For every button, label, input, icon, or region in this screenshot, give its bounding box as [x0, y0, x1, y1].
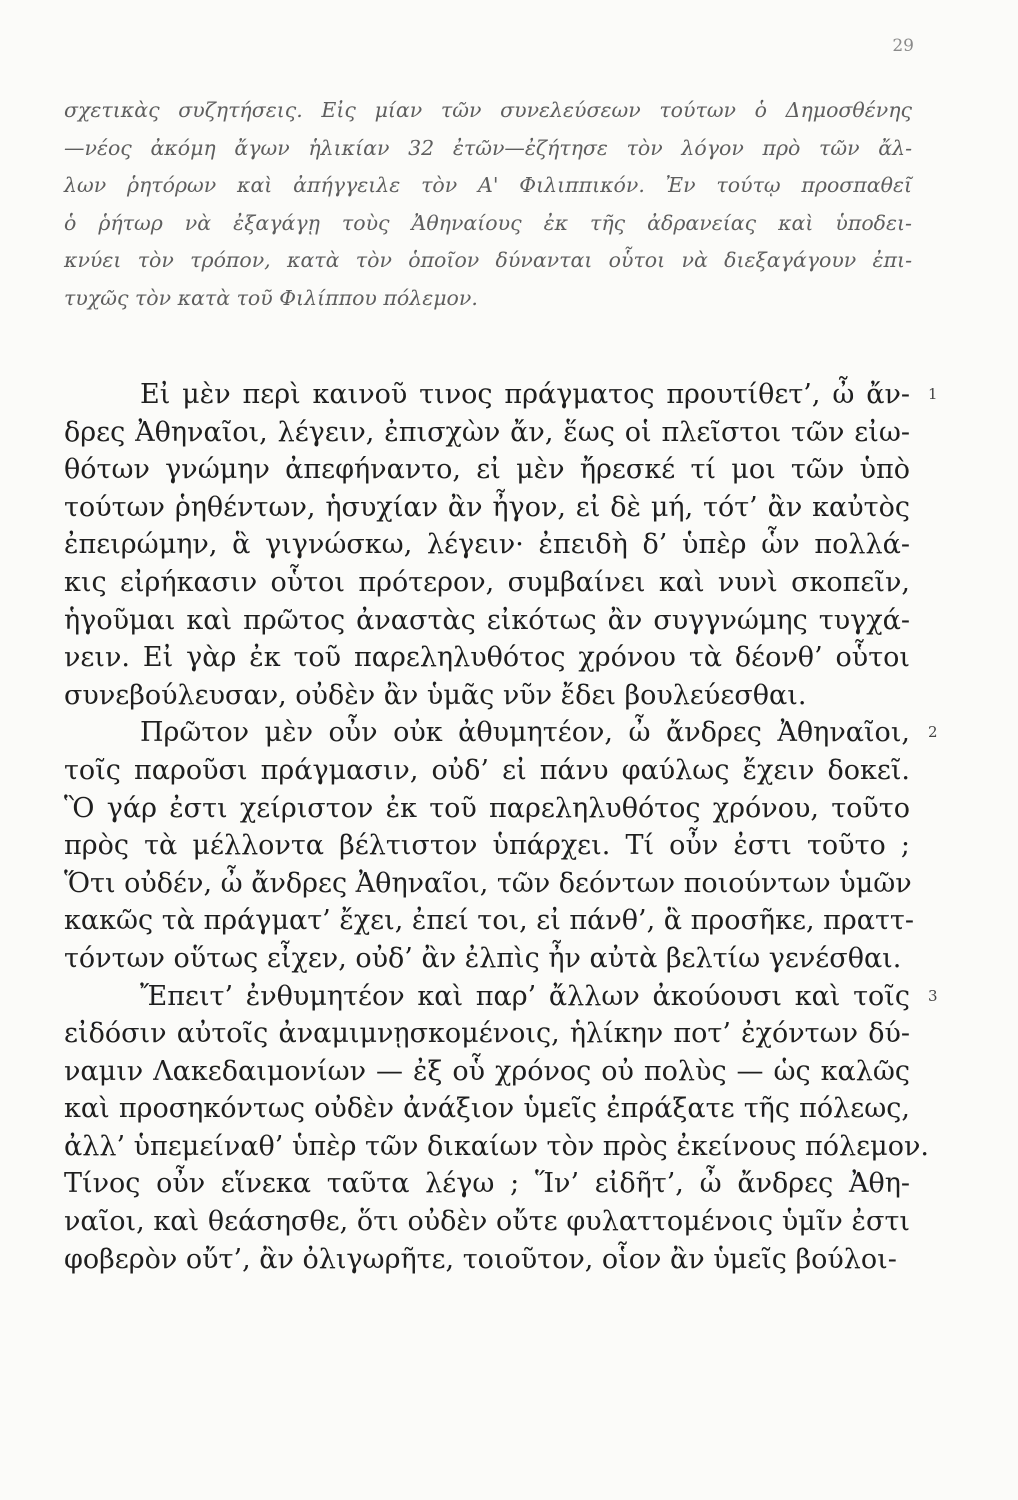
text-line: Τίνος οὖν εἵνεκα ταῦτα λέγω ; Ἵν’ εἰδῆτ’, ὦ ἄνδρες Ἀθη- [64, 1168, 910, 1200]
paragraph-2 [64, 714, 938, 977]
text-line: ναμιν Λακεδαιμονίων — ἐξ οὗ χρόνος οὐ πολὺς — ὡς καλῶς [64, 1055, 910, 1087]
text-line: κακῶς τὰ πράγματ’ ἔχει, ἐπεί τοι, εἰ πάνθ’, ἃ προσῆκε, πραττ- [64, 905, 914, 937]
text-line: Εἰ μὲν περὶ καινοῦ τινος πράγματος προυτίθετ’, ὦ ἄν- [140, 379, 910, 410]
text-line: Ὅτι οὐδέν, ὦ ἄνδρες Ἀθηναῖοι, τῶν δεόντων ποιούντων ὑμῶν [64, 867, 912, 899]
text-line: Ἔπειτ’ ἐνθυμητέον καὶ παρ’ ἄλλων ἀκούουσι καὶ τοῖς [140, 980, 910, 1012]
text-line: θότων γνώμην ἀπεφήναντο, εἰ μὲν ἤρεσκέ τί μοι τῶν ὑπὸ [64, 454, 910, 486]
intro-line: λων ῥητόρων καὶ ἀπήγγειλε τὸν Α' Φιλιππικόν. Ἐν τούτῳ προσπαθεῖ [64, 173, 912, 197]
text-line: ἐπειρώμην, ἃ γιγνώσκω, λέγειν· ἐπειδὴ δ’ ὑπὲρ ὧν πολλά- [64, 529, 910, 561]
text-line: τόντων οὕτως εἶχεν, οὐδ’ ἂν ἐλπὶς ἦν αὐτὰ βελτίω γενέσθαι. [64, 942, 902, 974]
text-line: εἰδόσιν αὐτοῖς ἀναμιμνῃσκομένοις, ἡλίκην ποτ’ ἐχόντων δύ- [64, 1018, 910, 1050]
page-number: 29 [892, 36, 914, 56]
text-line: τοῖς παροῦσι πράγμασιν, οὐδ’ εἰ πάνυ φαύλως ἔχειν δοκεῖ. [64, 754, 910, 786]
section-marker: 2 [928, 723, 938, 742]
text-line: ἡγοῦμαι καὶ πρῶτος ἀναστὰς εἰκότως ἂν συγγνώμης τυγχά- [64, 604, 910, 636]
section-marker: 1 [928, 385, 938, 403]
text-line: Πρῶτον μὲν οὖν οὐκ ἀθυμητέον, ὦ ἄνδρες Ἀθηναῖοι, [140, 717, 910, 749]
paragraph-1 [64, 376, 938, 714]
intro-line: τυχῶς τὸν κατὰ τοῦ Φιλίππου πόλεμον. [64, 285, 478, 310]
text-line: φοβερὸν οὔτ’, ἂν ὀλιγωρῆτε, τοιοῦτον, οἷον ἂν ὑμεῖς βούλοι- [64, 1243, 897, 1275]
intro-line: κνύει τὸν τρόπον, κατὰ τὸν ὁποῖον δύνανται οὗτοι νὰ διεξαγάγουν ἐπι- [64, 248, 912, 272]
paragraph-3 [64, 978, 938, 1279]
section-marker: 3 [928, 986, 938, 1005]
speech-text [64, 376, 938, 1278]
text-line: δρες Ἀθηναῖοι, λέγειν, ἐπισχὼν ἄν, ἕως οἱ πλεῖστοι τῶν εἰω- [64, 416, 910, 448]
text-line: κις εἰρήκασιν οὗτοι πρότερον, συμβαίνει καὶ νυνὶ σκοπεῖν, [64, 566, 910, 598]
introduction [64, 92, 912, 317]
text-line: συνεβούλευσαν, οὐδὲν ἂν ὑμᾶς νῦν ἔδει βουλεύεσθαι. [64, 679, 807, 711]
intro-line: ὁ ῥήτωρ νὰ ἐξαγάγῃ τοὺς Ἀθηναίους ἐκ τῆς ἀδρανείας καὶ ὑποδει- [64, 210, 912, 235]
intro-line: —νέος ἀκόμη ἄγων ἡλικίαν 32 ἐτῶν—ἐζήτησε τὸν λόγον πρὸ τῶν ἄλ- [64, 135, 912, 160]
text-line: ἀλλ’ ὑπεμείναθ’ ὑπὲρ τῶν δικαίων τὸν πρὸς ἐκείνους πόλεμον. [64, 1130, 929, 1162]
intro-line: σχετικὰς συζητήσεις. Εἰς μίαν τῶν συνελεύσεων τούτων ὁ Δημοσθένης [64, 98, 912, 122]
text-line: πρὸς τὰ μέλλοντα βέλτιστον ὑπάρχει. Τί οὖν ἐστι τοῦτο ; [64, 830, 910, 862]
text-line: ναῖοι, καὶ θεάσησθε, ὅτι οὐδὲν οὔτε φυλαττομένοις ὑμῖν ἐστι [64, 1206, 910, 1238]
text-line: νειν. Εἰ γὰρ ἐκ τοῦ παρεληλυθότος χρόνου τὰ δέονθ’ οὗτοι [64, 642, 910, 674]
text-line: τούτων ῥηθέντων, ἡσυχίαν ἂν ἦγον, εἰ δὲ μή, τότ’ ἂν καὐτὸς [64, 491, 910, 523]
text-line: καὶ προσηκόντως οὐδὲν ἀνάξιον ὑμεῖς ἐπράξατε τῆς πόλεως, [64, 1093, 910, 1125]
text-line: Ὃ γάρ ἐστι χείριστον ἐκ τοῦ παρεληλυθότος χρόνου, τοῦτο [64, 792, 910, 824]
